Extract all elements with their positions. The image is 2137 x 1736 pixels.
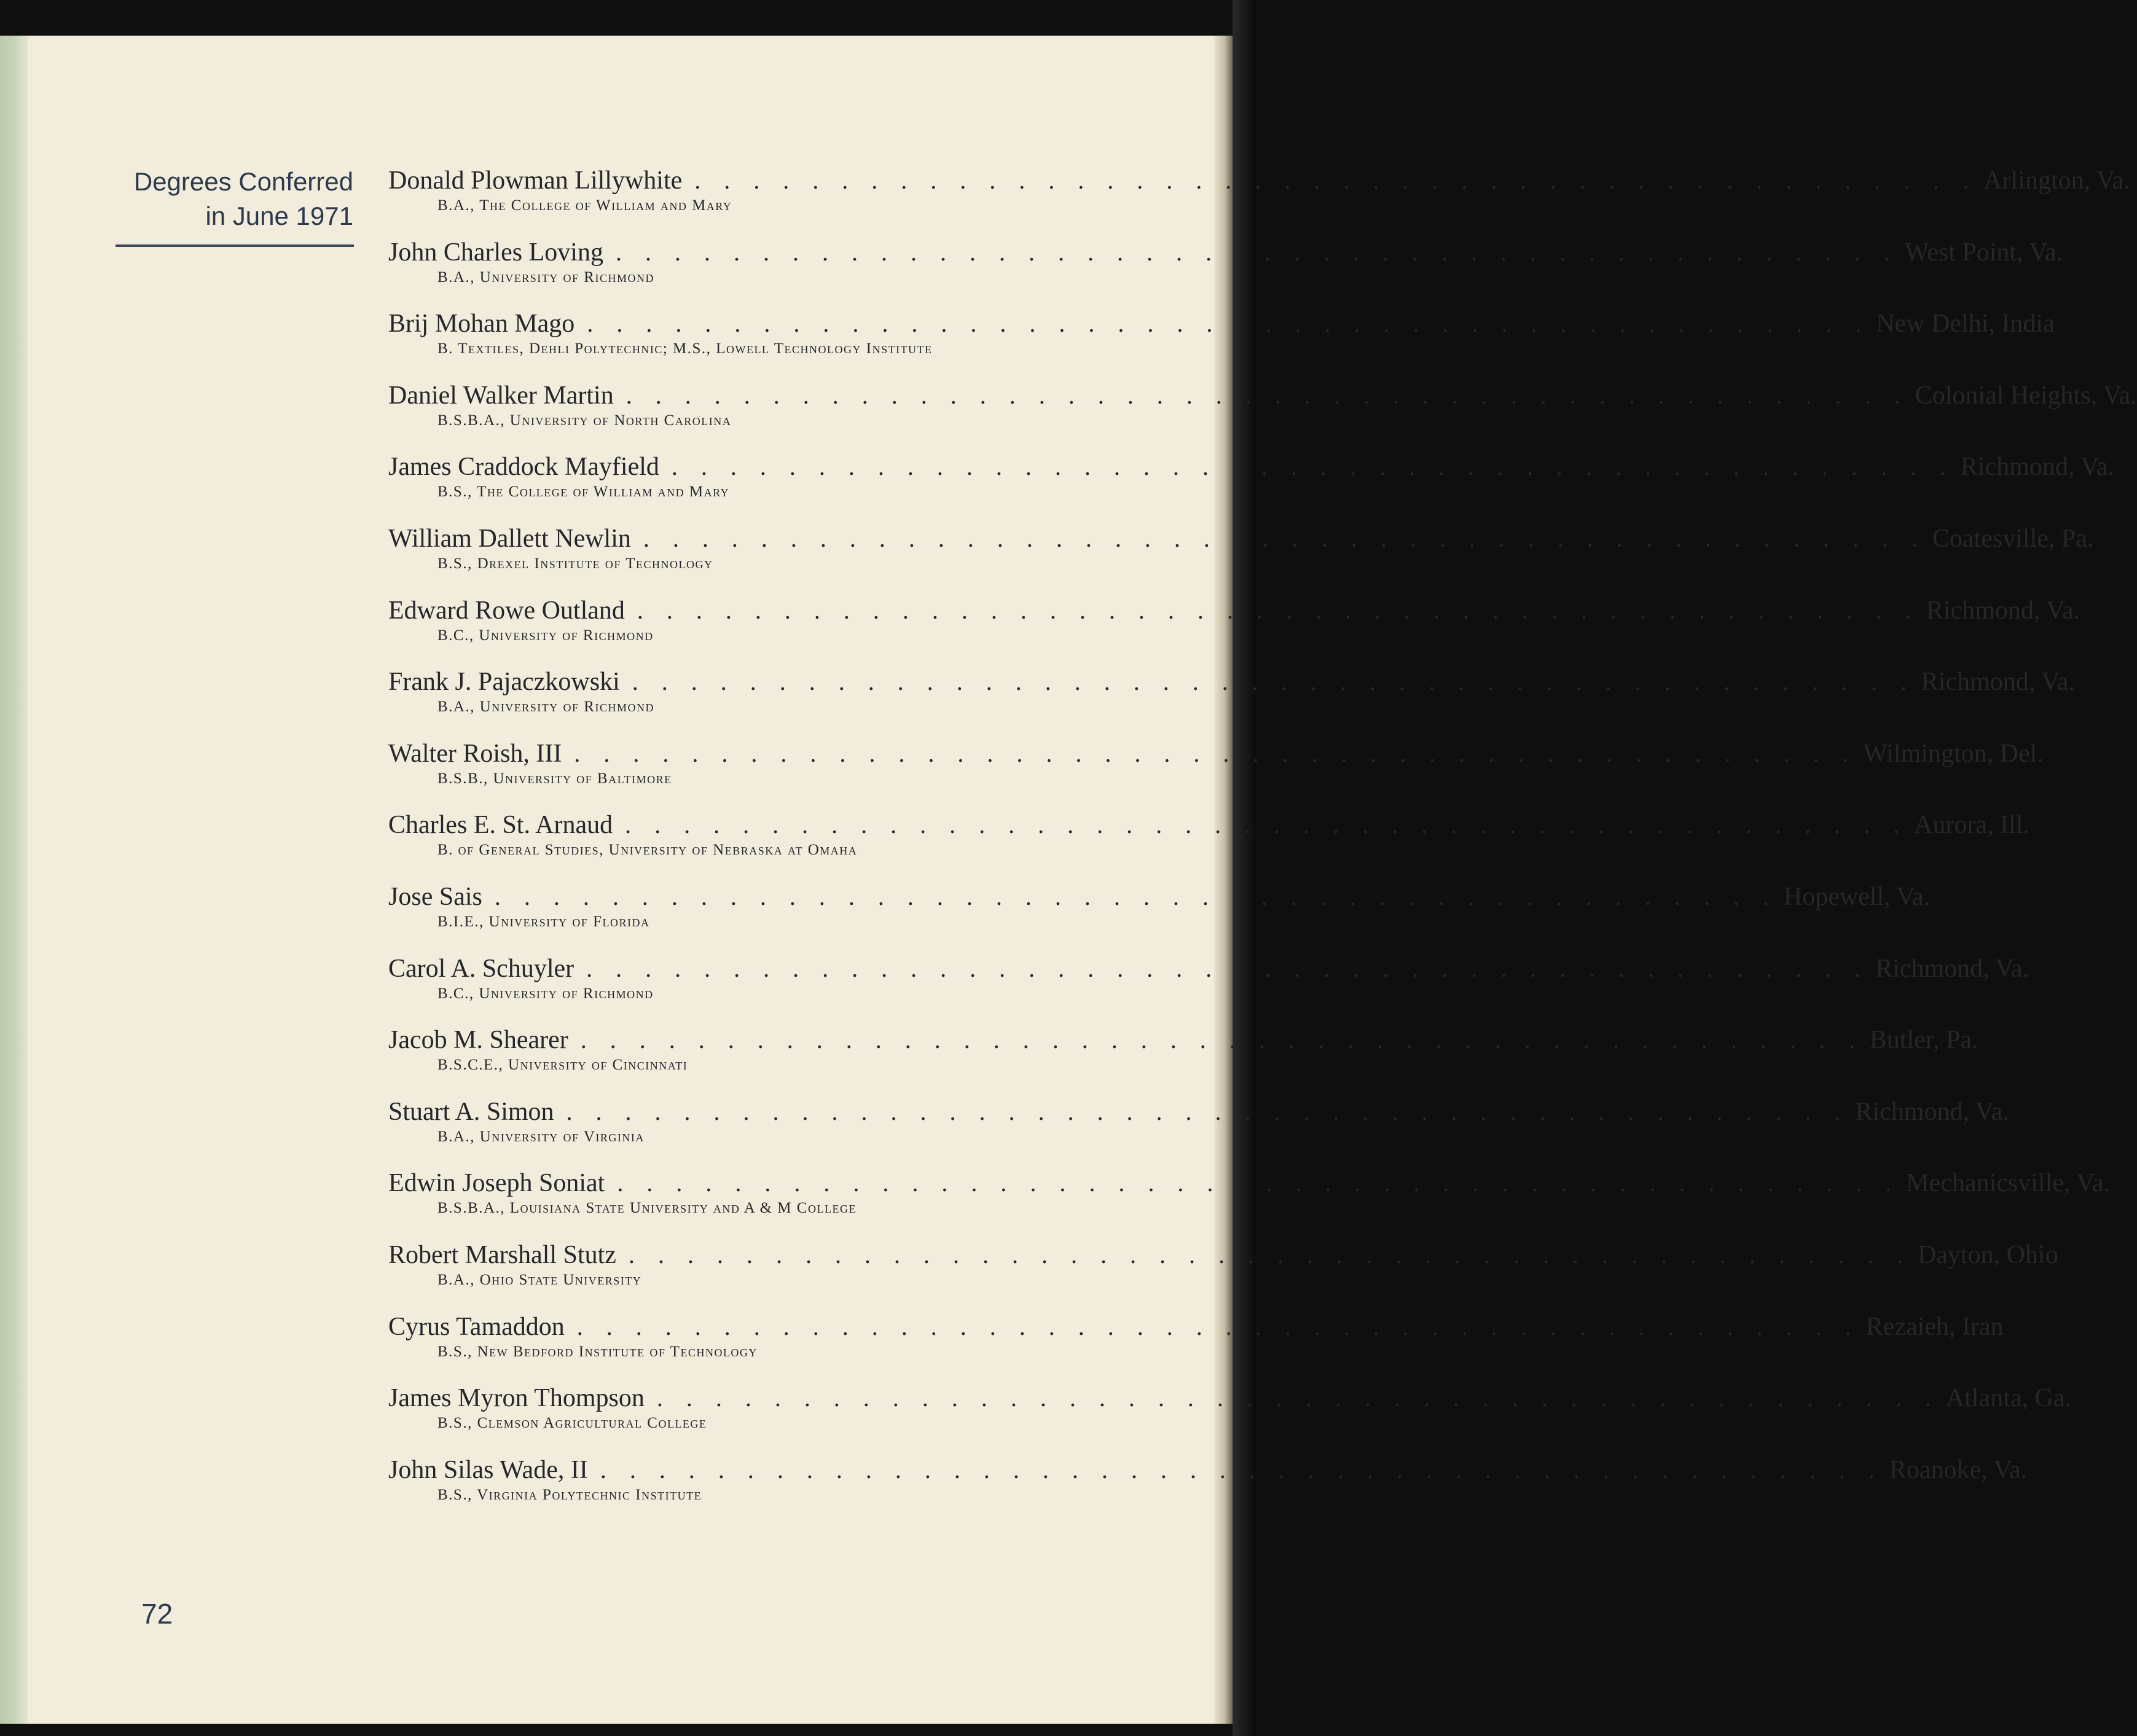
prior-degree: B.S., The College of William and Mary xyxy=(437,483,730,501)
hometown: Richmond, Va. xyxy=(1921,668,2075,697)
entry-line xyxy=(388,1311,2004,1343)
hometown: Richmond, Va. xyxy=(1875,954,2029,983)
hometown: New Delhi, India xyxy=(1876,310,2055,338)
graduate-name: Robert Marshall Stutz xyxy=(388,1240,616,1269)
degree-entry xyxy=(388,1096,2009,1168)
dot-leader: . . . . . . . . . . . . . . . . . . . . . . . . . . . . . . . . . . . . . . . . . . . . xyxy=(628,1240,1912,1269)
dot-leader: . . . . . . . . . . . . . . . . . . . . . . . . . . . . . . . . . . . . . . . . . . . . xyxy=(580,1026,1864,1054)
hometown: Hopewell, Va. xyxy=(1783,882,1931,911)
hometown: Colonial Heights, Va. xyxy=(1915,381,2137,410)
entry-line xyxy=(388,1239,2058,1271)
graduate-name: James Craddock Mayfield xyxy=(388,453,659,482)
entry-line xyxy=(388,953,2029,985)
dot-leader: . . . . . . . . . . . . . . . . . . . . . . . . . . . . . . . . . . . . . . . . . . . . xyxy=(494,882,1778,910)
degree-list xyxy=(388,165,2137,1525)
hometown: Dayton, Ohio xyxy=(1917,1240,2058,1269)
entry-line xyxy=(388,308,2055,340)
dot-leader: . . . . . . . . . . . . . . . . . . . . . . . . . . . . . . . . . . . . . . . . . . . . xyxy=(576,1312,1860,1340)
degree-entry xyxy=(388,523,2094,595)
degree-entry xyxy=(388,451,2114,523)
hometown: Mechanicsville, Va. xyxy=(1906,1169,2110,1198)
dot-leader: . . . . . . . . . . . . . . . . . . . . . . . . . . . . . . . . . . . . . . . . . . . . xyxy=(625,381,1909,409)
prior-degree: B.S., Virginia Polytechnic Institute xyxy=(437,1486,702,1503)
degree-entry xyxy=(388,881,1931,953)
section-heading-line2: in June 1971 xyxy=(205,201,353,230)
prior-degree: B.S., Clemson Agricultural College xyxy=(437,1415,707,1432)
hometown: Richmond, Va. xyxy=(1855,1097,2009,1126)
graduate-name: Jose Sais xyxy=(388,882,482,911)
prior-degree: B.A., The College of William and Mary xyxy=(437,197,732,214)
hometown: Butler, Pa. xyxy=(1869,1026,1978,1055)
prior-degree: B.C., University of Richmond xyxy=(437,985,654,1002)
prior-degree: B.S., Drexel Institute of Technology xyxy=(437,555,713,572)
graduate-name: Carol A. Schuyler xyxy=(388,954,574,983)
graduate-name: Edwin Joseph Soniat xyxy=(388,1169,605,1198)
dot-leader: . . . . . . . . . . . . . . . . . . . . . . . . . . . . . . . . . . . . . . . . . . . . xyxy=(625,811,1908,839)
degree-entry xyxy=(388,1311,2004,1383)
hometown: Wilmington, Del. xyxy=(1863,739,2044,768)
prior-degree: B.S.B.A., University of North Carolina xyxy=(437,412,732,429)
graduate-name: John Silas Wade, II xyxy=(388,1455,588,1484)
prior-degree: B.S., New Bedford Institute of Technology xyxy=(437,1343,758,1360)
graduate-name: Brij Mohan Mago xyxy=(388,310,575,338)
graduate-name: Daniel Walker Martin xyxy=(388,381,614,410)
dot-leader: . . . . . . . . . . . . . . . . . . . . . . . . . . . . . . . . . . . . . . . . . . . . xyxy=(587,310,1870,338)
degree-entry xyxy=(388,809,2029,881)
dot-leader: . . . . . . . . . . . . . . . . . . . . . . . . . . . . . . . . . . . . . . . . . . . . xyxy=(637,596,1920,624)
dot-leader: . . . . . . . . . . . . . . . . . . . . . . . . . . . . . . . . . . . . . . . . . . . . xyxy=(600,1455,1883,1484)
hometown: Roanoke, Va. xyxy=(1889,1455,2028,1484)
dot-leader: . . . . . . . . . . . . . . . . . . . . . . . . . . . . . . . . . . . . . . . . . . . . xyxy=(656,1384,1940,1412)
graduate-name: William Dallett Newlin xyxy=(388,524,631,553)
prior-degree: B. Textiles, Dehli Polytechnic; M.S., Lowell Technology Institute xyxy=(437,340,933,358)
graduate-name: James Myron Thompson xyxy=(388,1384,645,1413)
degree-entry xyxy=(388,953,2029,1025)
degree-entry xyxy=(388,1239,2058,1311)
degree-entry xyxy=(388,237,2063,308)
degree-entry xyxy=(388,1382,2071,1454)
graduate-name: John Charles Loving xyxy=(388,238,603,267)
degree-entry xyxy=(388,380,2137,452)
section-heading-line1: Degrees Conferred xyxy=(133,167,353,196)
prior-degree: B.A., Ohio State University xyxy=(437,1271,642,1288)
prior-degree: B. of General Studies, University of Nebraska at Omaha xyxy=(437,842,858,859)
entry-line xyxy=(388,666,2075,698)
dot-leader: . . . . . . . . . . . . . . . . . . . . . . . . . . . . . . . . . . . . . . . . . . . . xyxy=(586,954,1870,982)
dot-leader: . . . . . . . . . . . . . . . . . . . . . . . . . . . . . . . . . . . . . . . . . . . . xyxy=(615,238,1899,266)
degree-entry xyxy=(388,1167,2110,1239)
dot-leader: . . . . . . . . . . . . . . . . . . . . . . . . . . . . . . . . . . . . . . . . . . . . xyxy=(632,668,1915,696)
degree-entry xyxy=(388,308,2055,380)
entry-line xyxy=(388,451,2114,483)
entry-line xyxy=(388,881,1931,913)
graduate-name: Frank J. Pajaczkowski xyxy=(388,668,620,697)
entry-line xyxy=(388,738,2044,770)
dot-leader: . . . . . . . . . . . . . . . . . . . . . . . . . . . . . . . . . . . . . . . . . . . . xyxy=(617,1169,1900,1197)
heading-rule xyxy=(116,244,354,247)
entry-line xyxy=(388,1096,2009,1128)
hometown: Richmond, Va. xyxy=(1926,596,2080,625)
dot-leader: . . . . . . . . . . . . . . . . . . . . . . . . . . . . . . . . . . . . . . . . . . . . xyxy=(643,524,1926,552)
graduate-name: Stuart A. Simon xyxy=(388,1097,554,1126)
prior-degree: B.A., University of Richmond xyxy=(437,698,654,716)
entry-line xyxy=(388,595,2080,627)
degree-entry xyxy=(388,666,2075,738)
entry-line xyxy=(388,380,2137,412)
entry-line xyxy=(388,1024,1978,1056)
prior-degree: B.S.C.E., University of Cincinnati xyxy=(437,1057,688,1074)
hometown: Aurora, Ill. xyxy=(1914,811,2029,840)
graduate-name: Walter Roish, III xyxy=(388,739,562,768)
degree-entry xyxy=(388,595,2080,667)
entry-line xyxy=(388,809,2029,841)
graduate-name: Donald Plowman Lillywhite xyxy=(388,166,683,195)
prior-degree: B.A., University of Virginia xyxy=(437,1128,645,1145)
entry-line xyxy=(388,523,2094,555)
entry-line xyxy=(388,1454,2028,1486)
degree-entry xyxy=(388,1454,2028,1526)
hometown: Arlington, Va. xyxy=(1983,166,2130,195)
entry-line xyxy=(388,1167,2110,1199)
dot-leader: . . . . . . . . . . . . . . . . . . . . . . . . . . . . . . . . . . . . . . . . . . . . xyxy=(671,453,1955,481)
entry-line xyxy=(388,1382,2071,1414)
graduate-name: Charles E. St. Arnaud xyxy=(388,811,613,840)
entry-line xyxy=(388,165,2130,197)
graduate-name: Cyrus Tamaddon xyxy=(388,1312,565,1341)
hometown: Atlanta, Ga. xyxy=(1945,1384,2071,1413)
degree-entry xyxy=(388,1024,1978,1096)
entry-line xyxy=(388,237,2063,268)
prior-degree: B.C., University of Richmond xyxy=(437,627,654,644)
hometown: Coatesville, Pa. xyxy=(1932,524,2094,553)
dot-leader: . . . . . . . . . . . . . . . . . . . . . . . . . . . . . . . . . . . . . . . . . . . . xyxy=(566,1097,1849,1125)
page-edge-left xyxy=(0,36,28,1724)
prior-degree: B.A., University of Richmond xyxy=(437,268,654,286)
hometown: Rezaieh, Iran xyxy=(1865,1312,2004,1341)
prior-degree: B.S.B.A., Louisiana State University and A & M College xyxy=(437,1200,857,1217)
graduate-name: Jacob M. Shearer xyxy=(388,1026,568,1055)
section-heading xyxy=(92,165,353,233)
graduate-name: Edward Rowe Outland xyxy=(388,596,625,625)
prior-degree: B.I.E., University of Florida xyxy=(437,913,650,930)
degree-entry xyxy=(388,165,2130,237)
hometown: West Point, Va. xyxy=(1904,238,2063,267)
page-number: 72 xyxy=(141,1598,173,1630)
hometown: Richmond, Va. xyxy=(1960,453,2114,482)
prior-degree: B.S.B., University of Baltimore xyxy=(437,770,672,787)
dot-leader: . . . . . . . . . . . . . . . . . . . . . . . . . . . . . . . . . . . . . . . . . . . . xyxy=(694,166,1978,194)
dot-leader: . . . . . . . . . . . . . . . . . . . . . . . . . . . . . . . . . . . . . . . . . . . . xyxy=(574,739,1857,767)
degree-entry xyxy=(388,738,2044,810)
